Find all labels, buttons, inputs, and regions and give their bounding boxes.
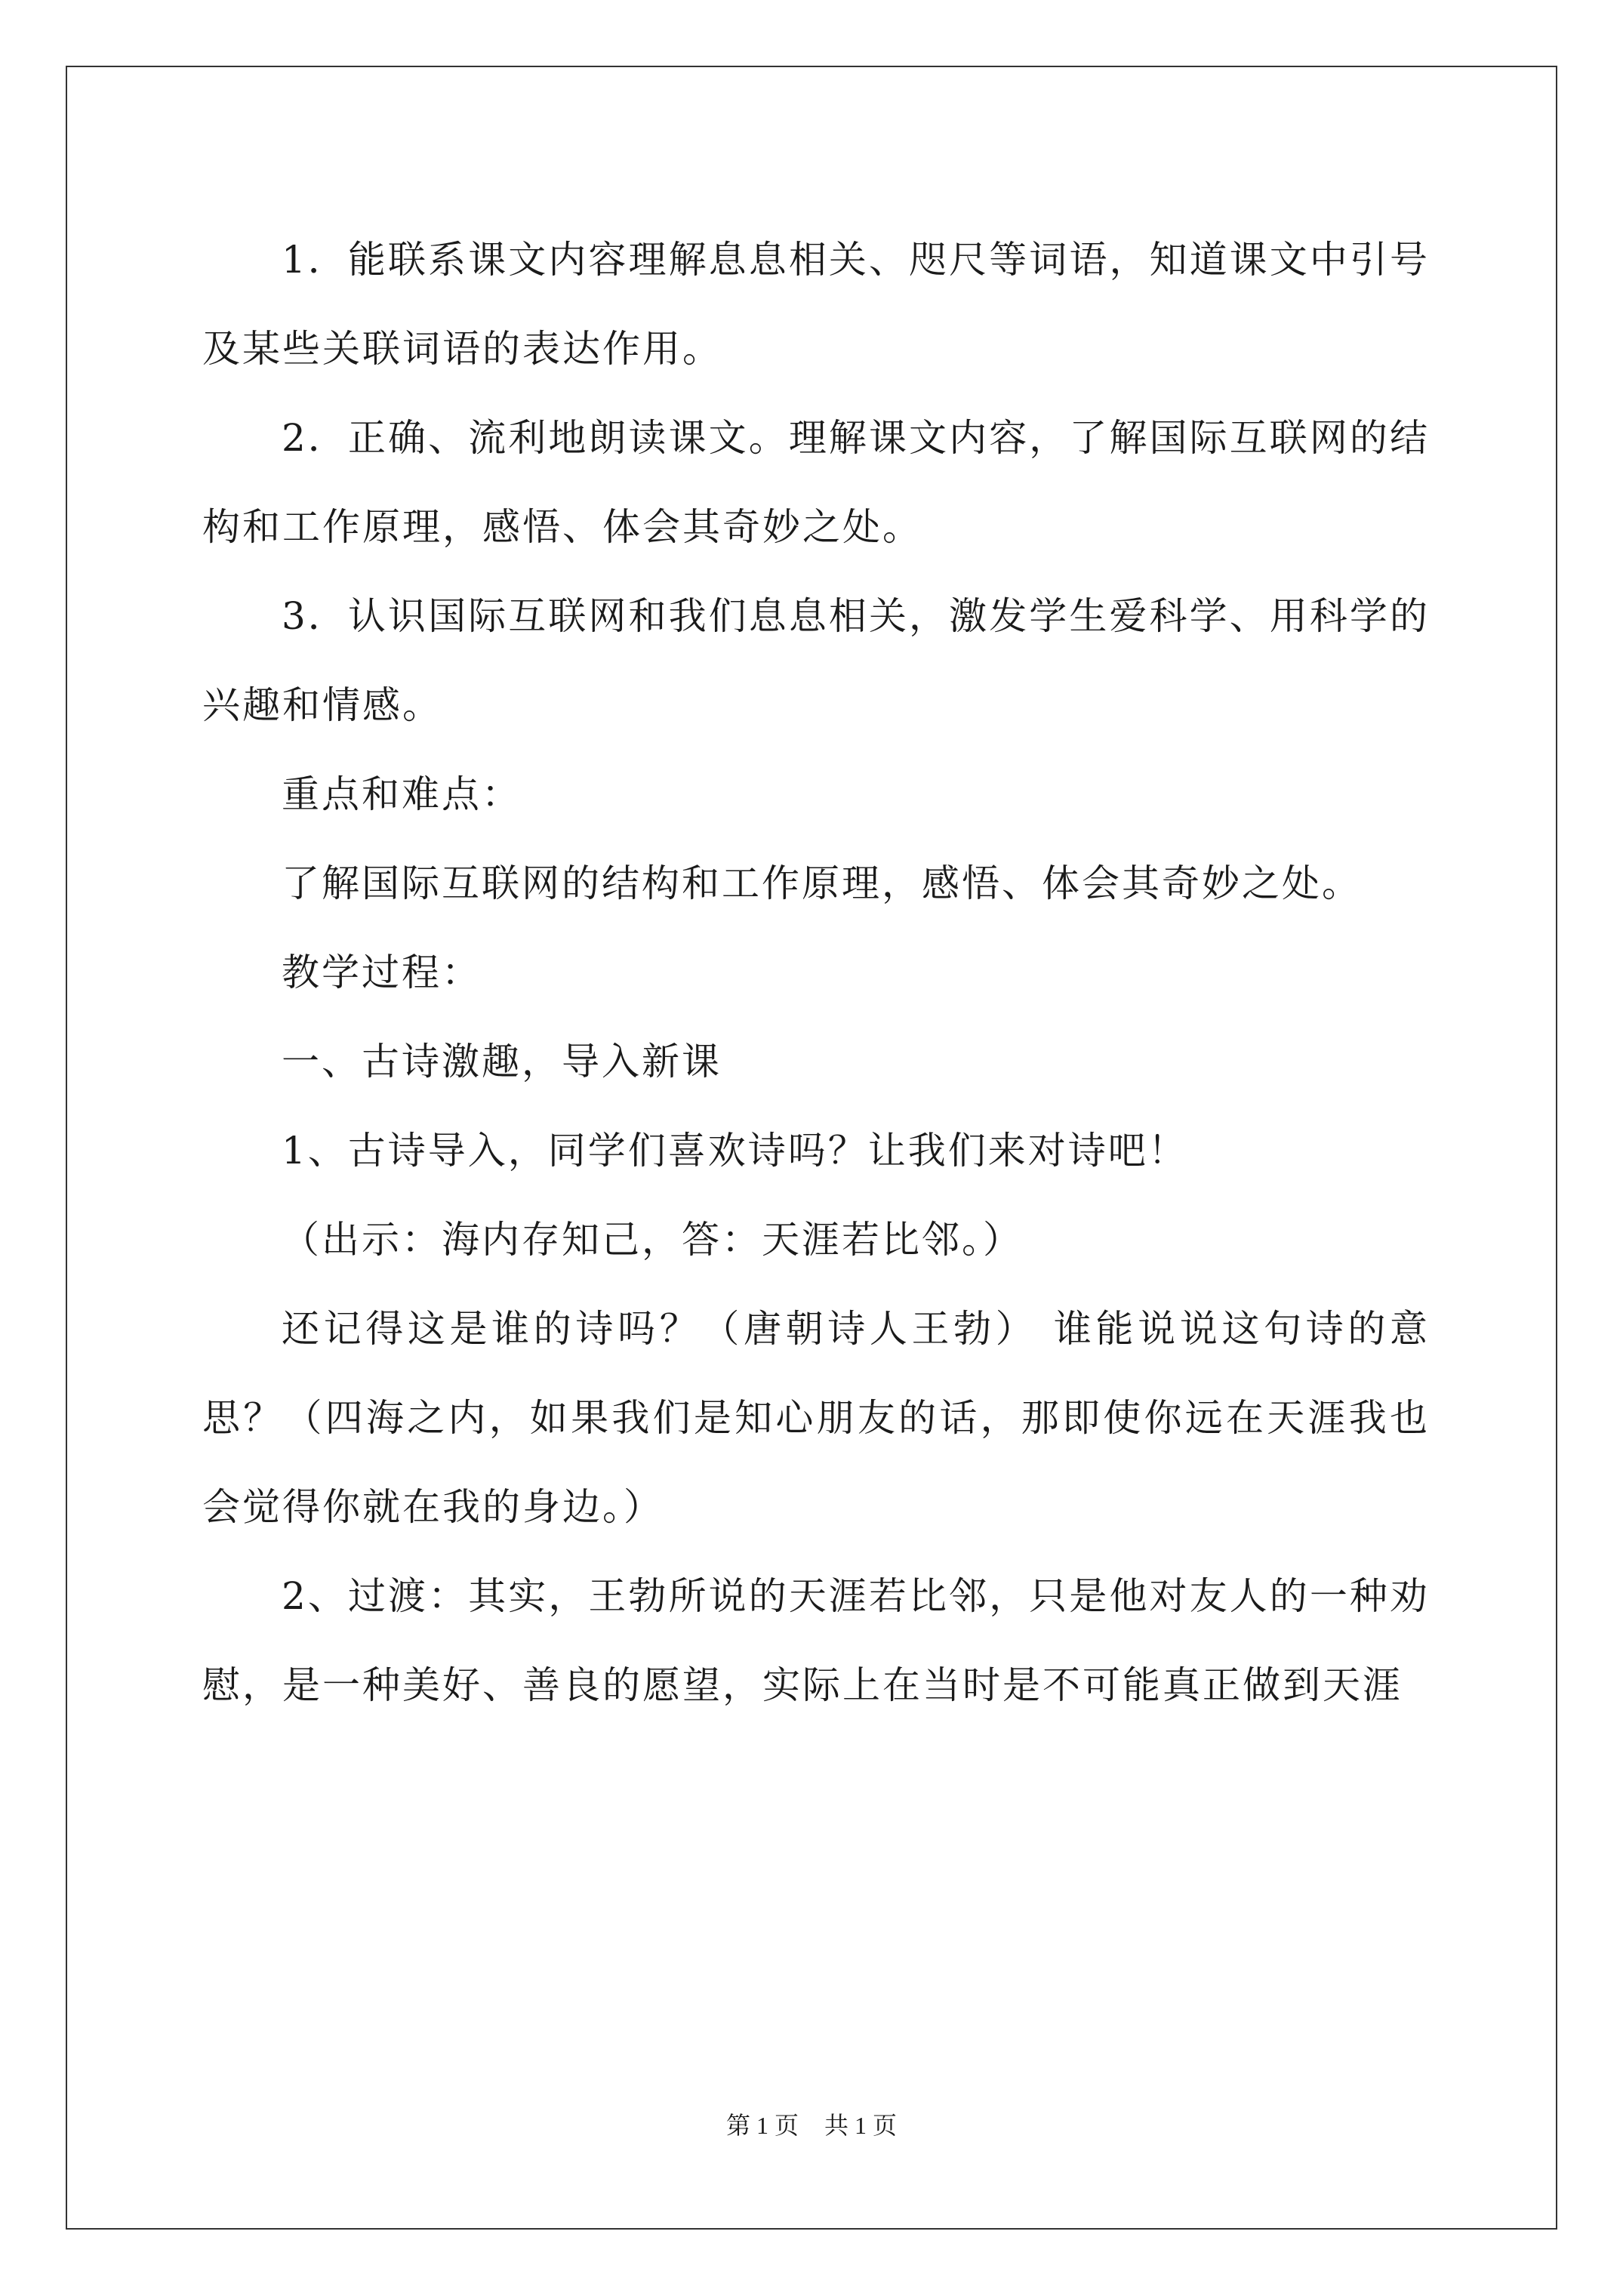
objective-1: 1．能联系课文内容理解息息相关、咫尺等词语，知道课文中引号及某些关联词语的表达作用。 [202, 238, 1430, 371]
poem-question-text: 还记得这是谁的诗吗？（唐朝诗人王勃） 谁能说说这句诗的意思？（四海之内，如果我们是知心朋友的话，那即使你远在天涯我也会觉得你就在我的身边。） [202, 1307, 1430, 1529]
page-total: 共 1 页 [824, 2112, 898, 2139]
key-points-text: 了解国际互联网的结构和工作原理，感悟、体会其奇妙之处。 [282, 861, 1362, 905]
key-points-heading: 重点和难点： [282, 772, 522, 816]
teaching-process-heading: 教学过程： [282, 951, 482, 994]
poem-display-text: （出示：海内存知己，答：天涯若比邻。） [282, 1218, 1023, 1262]
page-footer [0, 2110, 1623, 2140]
transition-text: 2、过渡：其实，王勃所说的天涯若比邻，只是他对友人的一种劝慰，是一种美好、善良的愿望，实际上在当时是不可能真正做到天涯 [202, 1574, 1430, 1707]
objective-2: 2．正确、流利地朗读课文。理解课文内容，了解国际互联网的结构和工作原理，感悟、体会其奇妙之处。 [202, 416, 1430, 549]
step-1-text: 1、古诗导入，同学们喜欢诗吗？让我们来对诗吧！ [282, 1129, 1188, 1173]
objective-3: 3．认识国际互联网和我们息息相关，激发学生爱科学、用科学的兴趣和情感。 [202, 594, 1430, 727]
section-1-heading: 一、古诗激趣，导入新课 [282, 1040, 722, 1083]
document-body [202, 215, 1430, 1730]
page-number: 第 1 页 [725, 2112, 799, 2139]
